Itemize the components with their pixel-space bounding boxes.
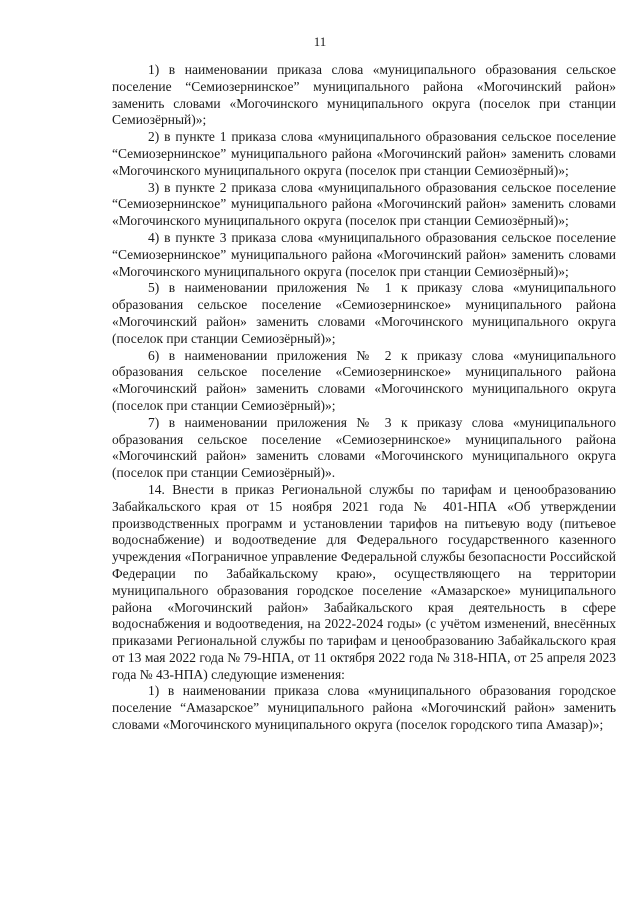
paragraph-item-2: 2) в пункте 1 приказа слова «муниципального образования сельское поселение “Семиозернинское” муниципального района «Могочинский район» заменить словами «Могочинского муниципального округа (поселок при станции Семиозёрный)»; bbox=[112, 129, 616, 178]
paragraph-item-6: 6) в наименовании приложения № 2 к приказу слова «муниципального образования сельское поселение «Семиозернинское» муниципального района «Могочинский район» заменить словами «Могочинского муниципального округа (поселок при станции Семиозёрный)»; bbox=[112, 347, 616, 413]
paragraph-item-3: 3) в пункте 2 приказа слова «муниципального образования сельское поселение “Семиозернинское” муниципального района «Могочинский район» заменить словами «Могочинского муниципального округа (поселок при станции Семиозёрный)»; bbox=[112, 179, 616, 229]
paragraph-item-7: 7) в наименовании приложения № 3 к приказу слова «муниципального образования сельское поселение «Семиозернинское» муниципального района «Могочинский район» заменить словами «Могочинского муниципального округа (поселок при станции Семиозёрный)». bbox=[112, 414, 616, 481]
paragraph-section-14: 14. Внести в приказ Региональной службы по тарифам и ценообразованию Забайкальского края от 15 ноября 2021 года № 401-НПА «Об утверждении производственных программ и установлении тарифов на питьевую воду (питьевое водоснабжение) и водоотведение для Федерального государственного казенного учреждения «Пограничное управление Федеральной службы безопасности Российской Федерации по Забайкальскому краю», осуществляющего на территории муниципального образования городское поселение «Амазарское» муниципального района «Могочинский район» Забайкальского края деятельность в сфере водоснабжения и водоотведения, на 2022-2024 годы» (с учётом изменений, внесённых приказами Региональной службы по тарифам и ценообразованию Забайкальского края от 13 мая 2022 года № 79-НПА, от 11 октября 2022 года № 318-НПА, от 25 апреля 2023 года № 43-НПА) следующие изменения: bbox=[112, 481, 616, 682]
paragraph-item-1: 1) в наименовании приказа слова «муниципального образования сельское поселение “Семиозернинское” муниципального района «Могочинский район» заменить словами «Могочинского муниципального округа (поселок при станции Семиозёрный)»; bbox=[112, 62, 616, 128]
document-body bbox=[112, 62, 616, 734]
page-number: 11 bbox=[313, 34, 327, 49]
paragraph-item-5: 5) в наименовании приложения № 1 к приказу слова «муниципального образования сельское поселение «Семиозернинское» муниципального района «Могочинский район» заменить словами «Могочинского муниципального округа (поселок при станции Семиозёрный)»; bbox=[112, 280, 616, 346]
paragraph-section-14-item-1: 1) в наименовании приказа слова «муниципального образования городское поселение “Амазарское” муниципального района «Могочинский район» заменить словами «Могочинского муниципального округа (поселок городского типа Амазар)»; bbox=[112, 683, 616, 733]
paragraph-item-4: 4) в пункте 3 приказа слова «муниципального образования сельское поселение “Семиозернинское” муниципального района «Могочинский район» заменить словами «Могочинского муниципального округа (поселок при станции Семиозёрный)»; bbox=[112, 229, 616, 279]
